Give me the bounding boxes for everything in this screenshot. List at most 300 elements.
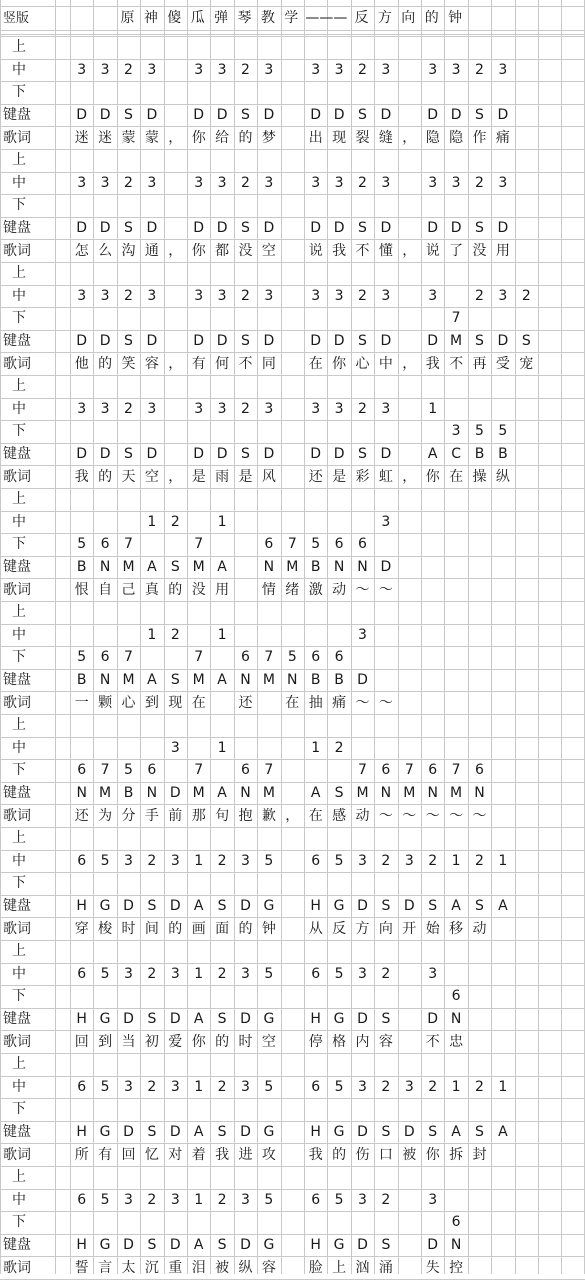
lyric-char: 缝: [378, 129, 393, 146]
key-letter: B: [123, 785, 134, 802]
key-letter: H: [310, 1124, 321, 1141]
lyric-char: 的: [332, 1146, 347, 1163]
grid-line-horizontal: [0, 940, 585, 941]
lyric-char: 作: [472, 129, 487, 146]
note-lower: 3: [451, 423, 461, 440]
key-letter: G: [99, 898, 111, 915]
row-label-lower: 下: [12, 310, 26, 327]
note-middle: 3: [194, 400, 204, 417]
note-middle: 6: [77, 1191, 87, 1208]
note-middle: 1: [194, 852, 204, 869]
key-letter: M: [192, 785, 205, 802]
lyric-char: 迷: [98, 129, 113, 146]
note-lower: 7: [264, 762, 274, 779]
note-middle: 2: [358, 174, 367, 191]
lyric-char: 移: [449, 920, 464, 937]
note-lower: 7: [194, 536, 204, 553]
lyric-char: 前: [168, 807, 183, 824]
key-letter: D: [146, 220, 158, 237]
note-lower: 7: [194, 762, 204, 779]
lyric-char: 痛: [332, 694, 347, 711]
grid-line-horizontal: [0, 737, 585, 738]
note-middle: 3: [170, 739, 180, 756]
lyric-char: 用: [495, 242, 510, 259]
lyric-char: ～: [378, 807, 393, 824]
key-letter: N: [357, 559, 368, 576]
note-middle: 3: [404, 852, 414, 869]
lyric-char: ，: [402, 355, 417, 372]
lyric-char: 通: [144, 242, 159, 259]
lyric-char: 还: [308, 468, 323, 485]
lyric-char: 我: [215, 1146, 230, 1163]
key-letter: H: [76, 1011, 87, 1028]
lyric-char: 出: [308, 129, 323, 146]
row-label-middle: 中: [12, 287, 26, 304]
key-letter: M: [403, 785, 416, 802]
key-letter: D: [380, 559, 392, 576]
key-letter: S: [124, 220, 133, 237]
note-lower: 7: [264, 649, 274, 666]
grid-line-horizontal: [0, 1166, 585, 1167]
lyric-char: 你: [191, 129, 206, 146]
lyric-char: 我: [425, 355, 440, 372]
key-letter: D: [427, 220, 439, 237]
lyric-char: 穿: [74, 920, 89, 937]
lyric-char: 一: [74, 694, 89, 711]
key-letter: D: [333, 107, 345, 124]
note-middle: 3: [311, 287, 321, 304]
key-letter: N: [263, 559, 275, 576]
lyric-char: 抱: [238, 807, 253, 824]
note-middle: 2: [475, 1078, 484, 1095]
lyric-char: 是: [191, 468, 206, 485]
key-letter: B: [474, 446, 485, 463]
key-letter: G: [99, 1124, 111, 1141]
lyric-char: 动: [472, 920, 487, 937]
note-lower: 5: [77, 536, 87, 553]
row-label-keys: 键盘: [3, 333, 31, 350]
key-letter: M: [450, 333, 463, 350]
key-letter: N: [333, 559, 345, 576]
key-letter: A: [147, 559, 157, 576]
lyric-char: 么: [98, 242, 113, 259]
note-lower: 6: [264, 536, 274, 553]
key-letter: H: [310, 1237, 321, 1254]
note-middle: 2: [475, 174, 484, 191]
key-letter: A: [310, 785, 321, 802]
note-lower: 6: [451, 988, 461, 1005]
key-letter: N: [146, 785, 158, 802]
key-letter: D: [169, 1237, 181, 1254]
title-char: 学: [284, 10, 299, 26]
key-letter: N: [380, 785, 392, 802]
lyric-char: 梭: [98, 920, 113, 937]
lyric-char: 我: [308, 1146, 323, 1163]
row-label-middle: 中: [12, 739, 26, 756]
note-middle: 2: [428, 1078, 438, 1095]
lyric-char: 歉: [261, 807, 276, 824]
key-letter: H: [76, 1237, 87, 1254]
key-letter: D: [76, 220, 88, 237]
key-letter: S: [381, 1011, 391, 1028]
grid-line-horizontal: [0, 488, 585, 489]
lyric-char: ～: [378, 581, 393, 598]
lyric-char: 空: [261, 1033, 276, 1050]
lyric-char: ～: [355, 581, 370, 598]
lyric-char: ，: [168, 242, 183, 259]
note-middle: 2: [475, 852, 484, 869]
row-label-upper: 上: [12, 1056, 26, 1073]
grid-line-vertical: [538, 0, 539, 1274]
note-lower: 7: [124, 536, 133, 553]
note-middle: 3: [381, 174, 391, 191]
note-middle: 3: [194, 61, 204, 78]
key-letter: S: [381, 898, 391, 915]
note-middle: 3: [124, 1191, 133, 1208]
key-letter: D: [357, 1011, 368, 1028]
note-lower: 5: [311, 536, 321, 553]
row-label-upper: 上: [12, 717, 26, 734]
lyric-char: 你: [332, 355, 347, 372]
key-letter: M: [356, 785, 369, 802]
note-middle: 3: [100, 174, 110, 191]
key-letter: D: [216, 446, 228, 463]
grid-line-vertical: [561, 0, 562, 1274]
lyric-char: 句: [215, 807, 230, 824]
lyric-char: 虹: [378, 468, 393, 485]
note-middle: 3: [217, 61, 227, 78]
lyric-char: 给: [215, 129, 230, 146]
grid-line-vertical: [515, 0, 516, 1274]
key-letter: D: [193, 333, 205, 350]
key-letter: D: [123, 898, 134, 915]
lyric-char: 钟: [261, 920, 276, 937]
note-lower: 6: [334, 649, 344, 666]
note-middle: 3: [77, 287, 87, 304]
note-middle: 3: [217, 287, 227, 304]
row-label-lower: 下: [12, 84, 26, 101]
title-char: ———: [305, 10, 348, 26]
lyric-char: 汹: [355, 1259, 370, 1276]
row-label-keys: 键盘: [3, 1124, 31, 1141]
lyric-char: 有: [98, 1146, 113, 1163]
key-letter: N: [99, 559, 111, 576]
key-letter: D: [240, 1011, 251, 1028]
key-letter: D: [216, 333, 228, 350]
lyric-char: 现: [332, 129, 347, 146]
note-middle: 3: [100, 400, 110, 417]
note-lower: 7: [287, 536, 297, 553]
row-label-keys: 键盘: [3, 672, 31, 689]
note-lower: 6: [428, 762, 438, 779]
key-letter: D: [380, 107, 392, 124]
note-middle: 3: [311, 400, 321, 417]
lyric-char: 还: [238, 694, 253, 711]
title-char: 弹: [214, 10, 229, 26]
lyric-char: ，: [168, 355, 183, 372]
note-lower: 7: [100, 762, 110, 779]
lyric-char: 还: [74, 807, 89, 824]
lyric-char: 风: [261, 468, 276, 485]
lyric-char: 在: [308, 355, 323, 372]
title-char: 神: [143, 10, 158, 26]
note-middle: 3: [77, 174, 87, 191]
key-letter: S: [147, 1237, 157, 1254]
note-middle: 3: [241, 852, 250, 869]
row-label-keys: 键盘: [3, 446, 31, 463]
key-letter: A: [427, 446, 438, 463]
row-label-upper: 上: [12, 1169, 26, 1186]
lyric-char: 面: [215, 920, 230, 937]
lyric-char: 的: [168, 581, 183, 598]
key-letter: D: [357, 898, 368, 915]
note-middle: 3: [404, 1078, 414, 1095]
key-letter: A: [147, 672, 157, 689]
corner-label: 竖版: [3, 10, 30, 26]
lyric-char: 没: [472, 242, 487, 259]
lyric-char: 重: [168, 1259, 183, 1276]
key-letter: S: [475, 107, 484, 124]
key-letter: S: [241, 107, 250, 124]
key-letter: D: [76, 107, 88, 124]
key-letter: G: [333, 1124, 345, 1141]
key-letter: G: [263, 1124, 275, 1141]
lyric-char: ～: [402, 807, 417, 824]
note-middle: 3: [77, 400, 87, 417]
lyric-char: 对: [168, 1146, 183, 1163]
key-letter: D: [380, 333, 392, 350]
key-letter: A: [193, 898, 204, 915]
note-middle: 6: [311, 1078, 321, 1095]
lyric-char: 伤: [355, 1146, 370, 1163]
grid-line-horizontal: [0, 827, 585, 828]
grid-line-horizontal: [0, 714, 585, 715]
row-label-middle: 中: [12, 174, 26, 191]
lyric-char: 爱: [168, 1033, 183, 1050]
lyric-char: 梦: [261, 129, 276, 146]
note-lower: 7: [194, 649, 204, 666]
key-letter: A: [498, 898, 508, 915]
note-middle: 3: [334, 287, 344, 304]
lyric-char: 受: [495, 355, 510, 372]
lyric-char: 时: [121, 920, 136, 937]
lyric-char: 向: [378, 920, 393, 937]
note-lower: 5: [77, 649, 87, 666]
key-letter: D: [427, 333, 439, 350]
note-middle: 3: [77, 61, 87, 78]
note-lower: 6: [381, 762, 391, 779]
note-lower: 5: [124, 762, 133, 779]
row-label-lyrics: 歌词: [3, 242, 31, 259]
lyric-char: 你: [191, 242, 206, 259]
lyric-char: 不: [238, 355, 253, 372]
row-label-middle: 中: [12, 965, 26, 982]
note-middle: 3: [334, 174, 344, 191]
note-middle: 2: [241, 400, 250, 417]
row-label-lyrics: 歌词: [3, 807, 31, 824]
lyric-char: 颗: [98, 694, 113, 711]
lyric-char: 泪: [191, 1259, 206, 1276]
title-char: 原: [120, 10, 135, 26]
row-label-upper: 上: [12, 265, 26, 282]
lyric-char: 容: [378, 1033, 393, 1050]
key-letter: B: [498, 446, 508, 463]
lyric-char: ，: [285, 807, 300, 824]
key-letter: M: [192, 672, 205, 689]
note-middle: 3: [170, 852, 180, 869]
key-letter: D: [497, 107, 509, 124]
note-middle: 3: [428, 287, 438, 304]
note-middle: 5: [334, 852, 344, 869]
lyric-char: 回: [121, 1146, 136, 1163]
note-middle: 2: [147, 1191, 157, 1208]
key-letter: D: [263, 333, 275, 350]
lyric-char: 格: [332, 1033, 347, 1050]
key-letter: G: [333, 1011, 345, 1028]
lyric-char: 用: [215, 581, 230, 598]
note-middle: 3: [264, 287, 274, 304]
key-letter: H: [310, 898, 321, 915]
row-label-lyrics: 歌词: [3, 1146, 31, 1163]
lyric-char: 空: [261, 242, 276, 259]
note-lower: 6: [241, 649, 250, 666]
row-label-lyrics: 歌词: [3, 129, 31, 146]
key-letter: A: [217, 785, 227, 802]
note-middle: 1: [194, 1191, 204, 1208]
key-letter: D: [123, 1011, 134, 1028]
lyric-char: 中: [378, 355, 393, 372]
note-middle: 1: [451, 852, 461, 869]
lyric-char: 停: [308, 1033, 323, 1050]
row-label-lyrics: 歌词: [3, 468, 31, 485]
key-letter: S: [124, 333, 133, 350]
row-label-lyrics: 歌词: [3, 1033, 31, 1050]
lyric-char: 到: [98, 1033, 113, 1050]
grid-line-horizontal: [0, 149, 585, 150]
key-letter: S: [428, 898, 438, 915]
lyric-char: 痛: [495, 129, 510, 146]
grid-line-horizontal: [0, 1053, 585, 1054]
key-letter: N: [287, 672, 298, 689]
key-letter: S: [147, 1011, 157, 1028]
note-middle: 3: [124, 965, 133, 982]
key-letter: S: [241, 333, 250, 350]
note-middle: 5: [264, 852, 274, 869]
key-letter: M: [262, 785, 275, 802]
note-middle: 3: [241, 1191, 250, 1208]
lyric-char: 手: [144, 807, 159, 824]
lyric-char: 说: [425, 242, 440, 259]
grid-line-horizontal: [0, 30, 585, 31]
title-char: 向: [401, 10, 416, 26]
note-lower: 6: [100, 649, 110, 666]
note-middle: 2: [381, 852, 391, 869]
lyric-char: 始: [425, 920, 440, 937]
lyric-char: 涌: [378, 1259, 393, 1276]
note-middle: 3: [358, 1191, 367, 1208]
lyric-char: 容: [144, 355, 159, 372]
note-middle: 3: [498, 61, 508, 78]
key-letter: G: [99, 1011, 111, 1028]
row-label-middle: 中: [12, 400, 26, 417]
lyric-char: 动: [355, 807, 370, 824]
row-label-lower: 下: [12, 536, 26, 553]
note-middle: 3: [381, 287, 391, 304]
key-letter: S: [358, 333, 367, 350]
lyric-char: 在: [449, 468, 464, 485]
note-middle: 2: [358, 61, 367, 78]
lyric-char: 从: [308, 920, 323, 937]
key-letter: M: [450, 785, 463, 802]
key-letter: D: [497, 220, 509, 237]
key-letter: D: [450, 220, 462, 237]
key-letter: A: [498, 1124, 508, 1141]
key-letter: M: [99, 785, 112, 802]
note-middle: 3: [194, 287, 204, 304]
lyric-char: 自: [98, 581, 113, 598]
note-middle: 3: [170, 1078, 180, 1095]
key-letter: S: [358, 446, 367, 463]
note-middle: 1: [194, 965, 204, 982]
note-middle: 3: [428, 61, 438, 78]
note-middle: 3: [381, 61, 391, 78]
row-label-keys: 键盘: [3, 785, 31, 802]
note-middle: 3: [217, 174, 227, 191]
lyric-char: 空: [144, 468, 159, 485]
key-letter: D: [169, 1011, 181, 1028]
key-letter: B: [334, 672, 344, 689]
note-middle: 2: [147, 1078, 157, 1095]
lyric-char: 内: [355, 1033, 370, 1050]
lyric-char: 激: [308, 581, 323, 598]
note-middle: 3: [451, 174, 461, 191]
note-middle: 5: [100, 1078, 110, 1095]
lyric-char: 蒙: [144, 129, 159, 146]
key-letter: S: [170, 672, 180, 689]
lyric-char: ，: [402, 129, 417, 146]
row-label-upper: 上: [12, 943, 26, 960]
note-middle: 3: [311, 61, 321, 78]
lyric-char: 都: [215, 242, 230, 259]
note-middle: 2: [381, 1191, 391, 1208]
note-middle: 2: [475, 287, 484, 304]
key-letter: S: [147, 898, 157, 915]
lyric-char: 到: [144, 694, 159, 711]
lyric-char: 着: [191, 1146, 206, 1163]
note-lower: 6: [334, 536, 344, 553]
key-letter: N: [450, 1237, 462, 1254]
lyric-char: 开: [402, 920, 417, 937]
key-letter: S: [170, 559, 180, 576]
note-middle: 1: [428, 400, 438, 417]
note-middle: 2: [521, 287, 531, 304]
grid-line-horizontal: [0, 601, 585, 602]
lyric-char: 在: [191, 694, 206, 711]
grid-line-horizontal: [0, 511, 585, 512]
lyric-char: 笑: [121, 355, 136, 372]
note-middle: 3: [381, 400, 391, 417]
lyric-char: 攻: [261, 1146, 276, 1163]
note-middle: 3: [358, 852, 367, 869]
key-letter: N: [240, 785, 251, 802]
note-middle: 2: [147, 965, 157, 982]
note-middle: 1: [217, 626, 227, 643]
lyric-char: 你: [191, 1033, 206, 1050]
lyric-char: 回: [74, 1033, 89, 1050]
key-letter: D: [146, 333, 158, 350]
note-middle: 5: [100, 965, 110, 982]
note-middle: 3: [498, 174, 508, 191]
